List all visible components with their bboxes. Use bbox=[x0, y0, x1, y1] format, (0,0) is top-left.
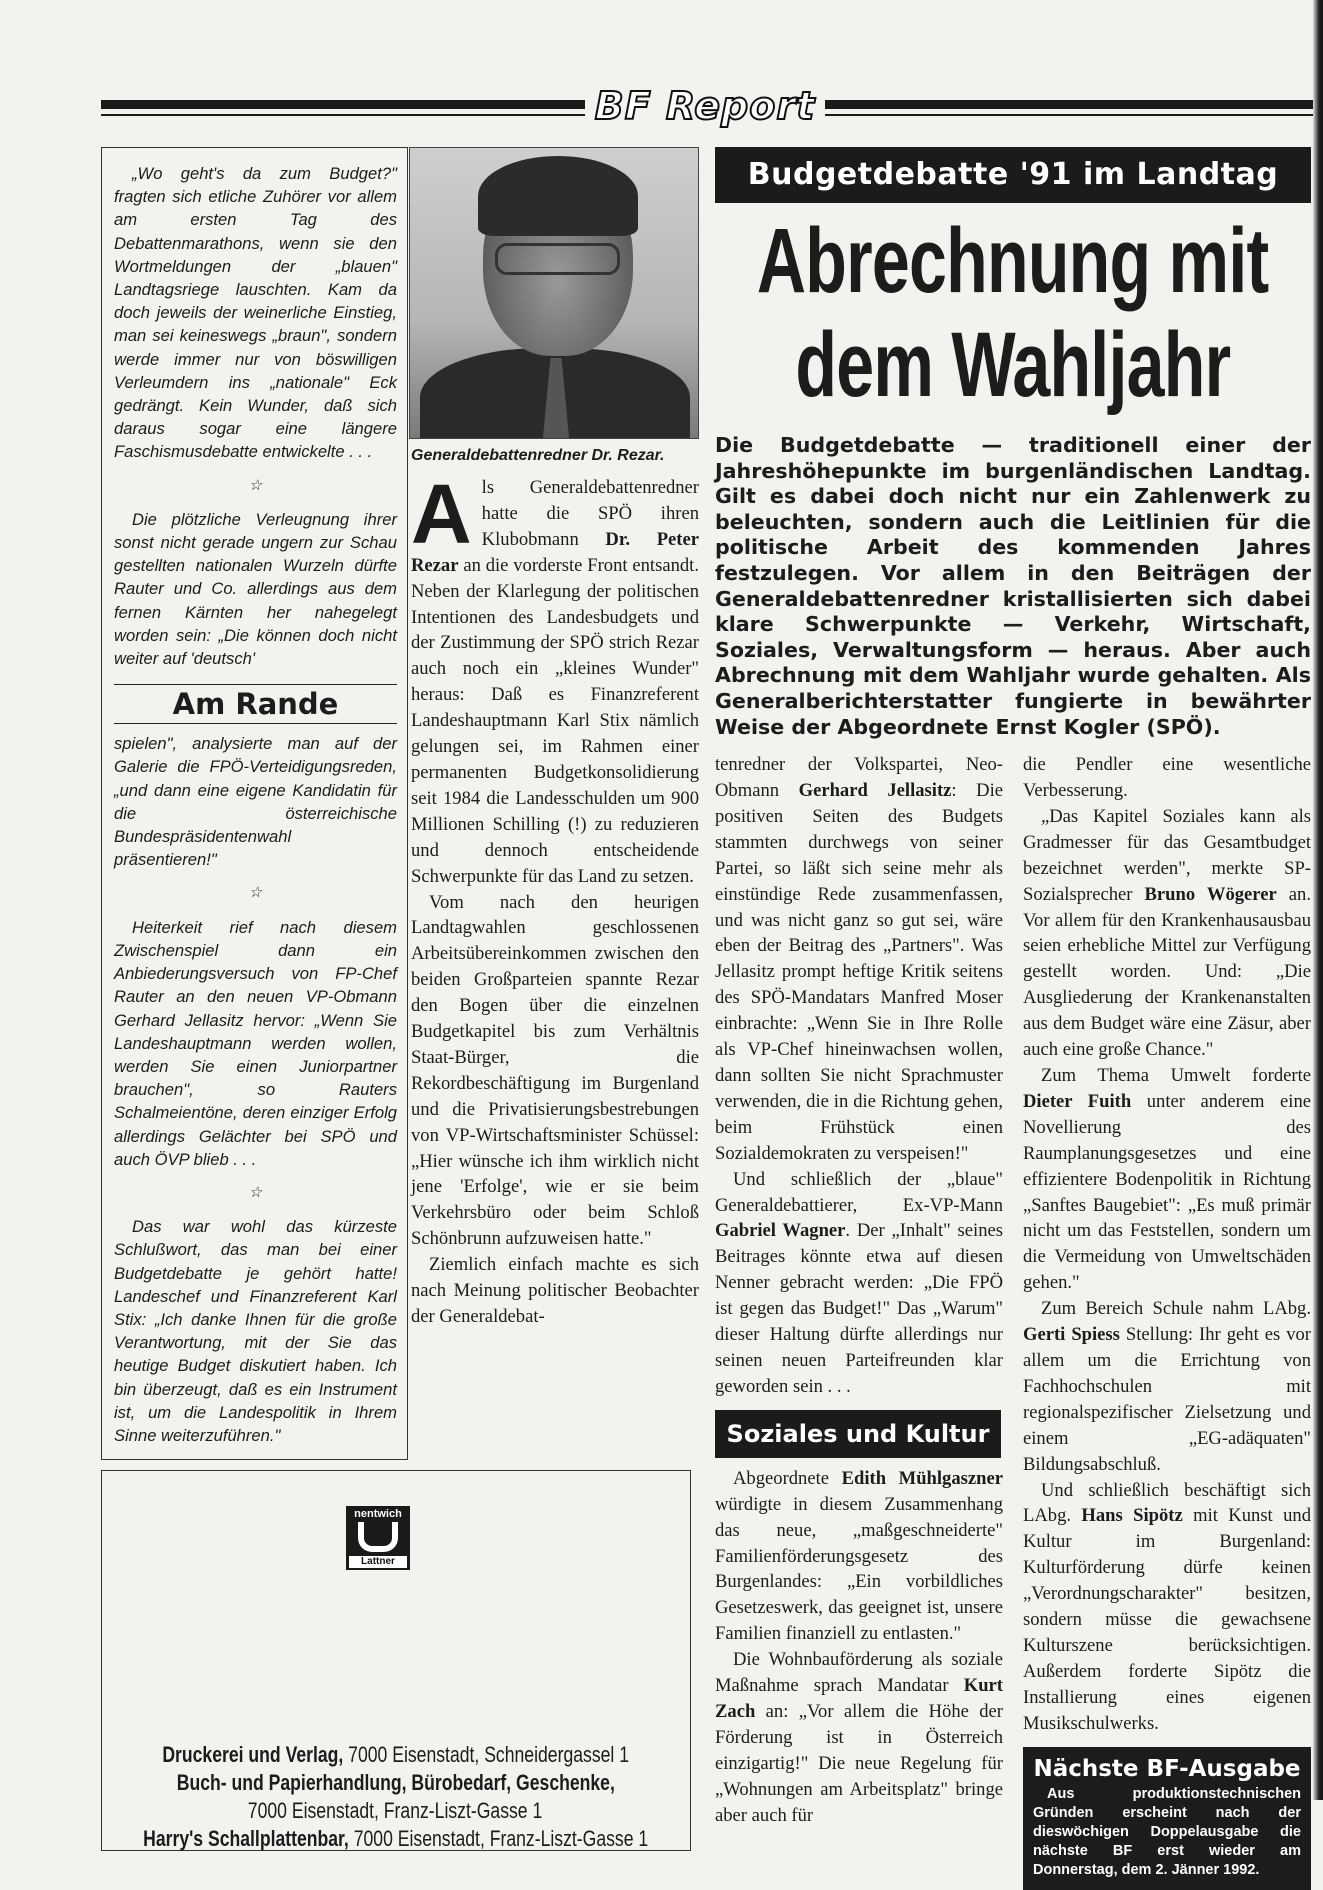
ad-line-text: 7000 Eisenstadt, Schneidergassel 1 bbox=[343, 1742, 629, 1768]
ad-line-text: 7000 Eisenstadt, Franz-Liszt-Gasse 1 bbox=[248, 1798, 543, 1824]
article-paragraph bbox=[1023, 804, 1311, 1063]
text-run: Ziemlich einfach machte es sich nach Meinung politischer Beobachter der Generaldebat- bbox=[411, 1254, 699, 1327]
sidebar-paragraph: spielen", analysierte man auf der Galerie die FPÖ-Verteidigungsreden, „und dann eine eigene Kandidatin für die österreichische Bundespräsidentenwahl präsentieren!" bbox=[114, 734, 397, 870]
ad-line-bold: Druckerei und Verlag, bbox=[162, 1742, 344, 1768]
drop-cap: A bbox=[411, 467, 472, 561]
ad-address-lines bbox=[102, 1741, 689, 1853]
bf-report-logo: BF Report bbox=[594, 84, 816, 128]
left-area bbox=[101, 147, 699, 1851]
text-run: Stellung: Ihr geht es vor allem um die Errichtung von Fachhochschulen mit regionalspezifischer Zielsetzung und einem „EG-adäquaten" Bildungsabschluß. bbox=[1023, 1324, 1311, 1475]
text-run: Und schließlich der „blaue" Generaldebattierer, Ex-VP-Mann bbox=[715, 1168, 1003, 1216]
article-column-3-continued bbox=[715, 1466, 1003, 1829]
column-3-stack bbox=[715, 752, 1003, 1889]
article-paragraph bbox=[1023, 1296, 1311, 1477]
article-paragraph bbox=[1023, 1478, 1311, 1737]
text-run: an: „Vor allem die Höhe der Förderung ist in Österreich einzigartig!" Die neue Regelung für „Wohnungen am Arbeitsplatz" bringe aber auch für bbox=[715, 1700, 1003, 1826]
text-run: mit Kunst und Kultur im Burgenland: Kulturförderung dürfe keinen „Verordnungscharakter" besitzen, sondern müsse die gewachsene Kulturszene berücksichtigen. Außerdem forderte Sipötz die Installierung eines eigenen Musikschulwerks. bbox=[1023, 1505, 1311, 1734]
right-area bbox=[715, 147, 1311, 1890]
masthead-rule-right-thin bbox=[825, 114, 1313, 116]
text-run: die Pendler eine wesentliche Verbesserung. bbox=[1023, 754, 1311, 802]
ad-line-text: 7000 Eisenstadt, Franz-Liszt-Gasse 1 bbox=[348, 1826, 649, 1852]
text-run: . Der „Inhalt" seines Beitrages könnte etwa auf diesen Nenner gebracht werden: „Die FPÖ ist gegen das Budget!" Das „Warum" dieser Haltung dürfte allerdings nur seinen neuen Parteifreunden klar geworden sein . . . bbox=[715, 1220, 1003, 1397]
text-run: Zum Thema Umwelt forderte bbox=[1041, 1065, 1311, 1086]
star-separator-icon: ☆ bbox=[248, 476, 263, 494]
article-column-middle bbox=[409, 467, 699, 1330]
nentwich-lattner-logo bbox=[346, 1506, 410, 1570]
article-kicker: Budgetdebatte '91 im Landtag bbox=[715, 147, 1311, 203]
logo-bottom-text: Lattner bbox=[349, 1556, 407, 1568]
sidebar-paragraph: Das war wohl das kürzeste Schlußwort, das man bei einer Budgetdebatte je gehört hatte! Landeschef und Finanzreferent Karl Stix: „Ich danke Ihnen für die große Verantwortung, mit der Sie das heutige Budget diskutiert haben. Ich bin überzeugt, daß es ein Instrument ist, um die Landespolitik in Ihrem Sinne weiterzuführen." bbox=[114, 1217, 397, 1445]
logo-symbol-icon bbox=[358, 1522, 398, 1552]
speaker-name: Gerti Spiess bbox=[1023, 1324, 1120, 1346]
masthead-rule-left-thin bbox=[101, 114, 585, 116]
ad-line-bold: Harry's Schallplattenbar, bbox=[142, 1826, 349, 1852]
column-4-stack bbox=[1023, 752, 1311, 1889]
article-paragraph bbox=[1023, 1063, 1311, 1296]
article-paragraph bbox=[715, 1167, 1003, 1400]
portrait-photo bbox=[409, 147, 699, 439]
logo-top-text: nentwich bbox=[354, 1508, 402, 1521]
speaker-name: Dr. Peter Rezar bbox=[411, 528, 699, 576]
article-paragraph bbox=[715, 1647, 1003, 1828]
page-edge-shadow bbox=[1313, 0, 1323, 1800]
notice-text: Aus produktionstechnischen Gründen erscheint nach der dieswöchigen Doppelausgabe die nächste BF erst wieder am Donnerstag, dem 2. Jänner 1992. bbox=[1033, 1785, 1301, 1878]
text-run: : Die positiven Seiten des Budgets stammten durchwegs von seiner Partei, so läßt sich seine mehr als einstündige Rede zusammenfassen, und was nicht ganz so gut sei, wäre eben der Beitrag des „Partners". Was Jellasitz prompt heftige Kritik seitens des SPÖ-Mandatars Manfred Moser einbrachte: „Wenn Sie in Ihre Rolle als VP-Chef hineinwachsen wollen, dann sollten Sie nicht Sprachmuster verwenden, die in die Richtung gehen, beim Frühstück einen Sozialdemokraten zu verspeisen!" bbox=[715, 780, 1003, 1164]
ad-line-bold: Buch- und Papierhandlung, Bürobedarf, Geschenke, bbox=[176, 1770, 615, 1796]
text-run: unter anderem eine Novellierung des Raumplanungsgesetzes und eine effizientere Bodenpolitik in Richtung „Sanftes Baugebiet": „Es muß primär nicht um das Feststellen, sondern um die Vermeidung von Umweltschäden gehen." bbox=[1023, 1090, 1312, 1294]
text-run: Abgeordnete bbox=[733, 1467, 842, 1489]
masthead-rule-left bbox=[101, 100, 585, 109]
advertisement bbox=[101, 1470, 691, 1851]
text-run: Die Wohnbauförderung als soziale Maßnahme sprach Mandatar bbox=[715, 1649, 1003, 1697]
text-run: würdigte in diesem Zusammenhang das neue, „maßgeschneiderte" Familienförderungsgesetz des Burgenlandes: „Ein vorbildliches Gesetzeswerk, das geeignet ist, unsere Familien finanziell zu entlasten." bbox=[715, 1493, 1003, 1645]
sidebar-heading: Am Rande bbox=[114, 685, 397, 724]
headline-line: Abrechnung mit bbox=[757, 210, 1269, 312]
article-paragraph bbox=[411, 1252, 699, 1330]
text-run: ls Generaldebattenredner hatte die SPÖ ihren Klubobmann bbox=[481, 477, 699, 550]
text-run: tenredner der Volkspartei, Neo-Obmann bbox=[715, 754, 1003, 802]
text-run: „Das Kapitel Soziales kann als Gradmesser für das Gesamtbudget bezeichnet werden", merkte SP-Sozialsprecher bbox=[1023, 805, 1311, 905]
ad-line bbox=[102, 1797, 689, 1825]
sidebar-paragraph: Heiterkeit rief nach diesem Zwischenspiel dann ein Anbiederungsversuch von FP-Chef Rauter an den neuen VP-Obmann Gerhard Jellasitz hervor: „Wenn Sie Landeshauptmann werden wollen, werden Sie einen Juniorpartner brauchen", so Rauters Schalmeientöne, deren einziger Erfolg allerdings Gelächter bei SPÖ und auch ÖVP blieb . . . bbox=[114, 917, 397, 1169]
ad-line bbox=[102, 1741, 689, 1769]
article-columns bbox=[715, 752, 1311, 1889]
article-paragraph bbox=[1023, 752, 1311, 804]
article-column-3 bbox=[715, 752, 1003, 1400]
article-paragraph bbox=[715, 752, 1003, 1167]
photo-hair bbox=[478, 156, 638, 236]
speaker-name: Gerhard Jellasitz bbox=[798, 780, 952, 802]
subheading-soziales-kultur: Soziales und Kultur bbox=[715, 1410, 1001, 1458]
star-separator-icon: ☆ bbox=[248, 1183, 263, 1201]
text-run: an. Vor allem für den Krankenhausausbau seien erhebliche Mittel zur Verfügung gestellt worden. Und: „Die Ausgliederung der Krankenanstalten aus dem Budget wäre eine Zäsur, aber auch eine große Chance." bbox=[1023, 883, 1311, 1061]
text-run: Zum Bereich Schule nahm LAbg. bbox=[1041, 1298, 1311, 1320]
speaker-name: Gabriel Wagner bbox=[715, 1220, 846, 1242]
speaker-name: Edith Mühlgaszner bbox=[841, 1467, 1003, 1489]
ad-line bbox=[102, 1825, 689, 1853]
text-run: Und schließlich beschäftigt sich LAbg. bbox=[1023, 1479, 1311, 1527]
article-paragraph bbox=[715, 1466, 1003, 1647]
am-rande-sidebar bbox=[101, 147, 408, 1460]
speaker-name: Bruno Wögerer bbox=[1144, 883, 1277, 905]
left-row bbox=[101, 147, 699, 1460]
headline-line: dem Wahljahr bbox=[795, 314, 1231, 416]
article-paragraph bbox=[411, 890, 699, 1253]
article-column-4 bbox=[1023, 752, 1311, 1736]
middle-column bbox=[409, 147, 699, 1330]
sidebar-paragraph: „Wo geht's da zum Budget?" fragten sich etliche Zuhörer vor allem am ersten Tag des Debattenmarathons, wenn sie den Wortmeldungen der „blauen" Landtagsriege lauschten. Kam da doch jeweils der weinerliche Einstieg, man sei keineswegs „braun", sondern werde immer nur von böswilligen Verleumdern ins „nationale" Eck gedrängt. Kein Wunder, daß sich daraus sogar eine längere Faschismusdebatte entwickelte . . . bbox=[114, 164, 397, 462]
photo-glasses bbox=[495, 243, 620, 275]
masthead-rule-right bbox=[825, 100, 1313, 109]
article-headline bbox=[715, 203, 1311, 423]
text-run: an die vorderste Front entsandt. Neben der Klarlegung der politischen Intentionen des Landesbudgets und der Zustimmung der SPÖ strich Rezar auch noch ein „kleines Wunder" heraus: Daß es Finanzreferent Landeshauptmann Karl Stix nämlich gelungen sei, im Rahmen einer permanenten Budgetkonsolidierung seit 1984 die Landesschulden um 900 Millionen Schilling (!) zu reduzieren und dennoch entscheidende Schwerpunkte für das Land zu setzen. bbox=[411, 554, 699, 887]
text-run: Vom nach den heurigen Landtagwahlen geschlossenen Arbeitsübereinkommen zwischen den beiden Großparteien spannte Rezar den Bogen über die einzelnen Budgetkapitel bis zum Verhältnis Staat-Bürger, die Rekordbeschäftigung im Burgenland und die Privatisierungsbestrebungen von VP-Wirtschaftsminister Schüssel: „Hier wünsche ich ihm wirklich nicht jene 'Erfolge', wie er sie beim Verkehrsbüro oder beim Schloß Schönbrunn aufzuweisen hatte." bbox=[411, 891, 699, 1250]
article-lead: Die Budgetdebatte — traditionell einer der Jahreshöhepunkte im burgenländischen Landtag. Gilt es dabei doch nicht nur ein Zahlenwerk zu beleuchten, sondern auch die Leitlinien für die politische Arbeit des kommenden Jahres festzulegen. Vor allem in den Beiträgen der Generaldebattenredner kristallisierten sich dabei klare Schwerpunkte — Verkehr, Wirtschaft, Soziales, Verwaltungsform — heraus. Aber auch Abrechnung mit dem Wahljahr wurde gehalten. Als Generalberichterstatter fungierte in bewährter Weise der Abgeordnete Ernst Kogler (SPÖ). bbox=[715, 433, 1311, 739]
sidebar-paragraph: Die plötzliche Verleugnung ihrer sonst nicht gerade ungern zur Schau gestellten nationalen Wurzeln dürfte Rauter und Co. allerdings aus dem fernen Kärnten her nahegelegt worden sein: „Die können doch nicht weiter auf 'deutsch' bbox=[114, 509, 397, 669]
photo-caption: Generaldebattenredner Dr. Rezar. bbox=[411, 447, 665, 464]
star-separator-icon: ☆ bbox=[248, 884, 263, 902]
speaker-name: Hans Sipötz bbox=[1081, 1505, 1183, 1527]
speaker-name: Kurt Zach bbox=[715, 1675, 1003, 1722]
next-issue-notice bbox=[1023, 1747, 1311, 1890]
ad-line bbox=[102, 1769, 689, 1797]
speaker-name: Dieter Fuith bbox=[1023, 1090, 1132, 1112]
notice-title: Nächste BF-Ausgabe bbox=[1033, 1755, 1301, 1782]
